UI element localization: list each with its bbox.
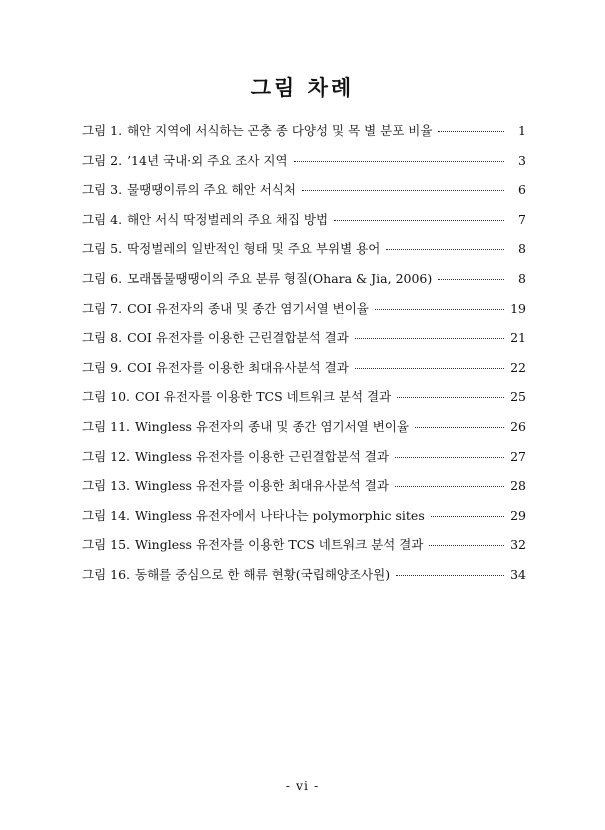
dot-leader [397, 397, 504, 398]
entry-label: 그림 1. [82, 123, 123, 138]
entry-label: 그림 15. [82, 537, 131, 553]
toc-entry[interactable] [82, 180, 526, 210]
dot-leader [396, 575, 504, 576]
entry-label: 그림 5. [82, 241, 123, 257]
entry-title: Wingless 유전자를 이용한 근린결합분석 결과 [135, 448, 389, 464]
entry-label: 그림 9. [82, 359, 123, 375]
entry-page: 27 [510, 448, 526, 464]
entry-title: 딱정벌레의 일반적인 형태 및 주요 부위별 용어 [127, 241, 381, 257]
entry-page: 3 [518, 152, 526, 168]
entry-label: 그림 12. [82, 448, 131, 464]
entry-title: 해안 지역에 서식하는 곤충 종 다양성 및 목 별 분포 비율 [127, 123, 433, 138]
entry-page: 28 [510, 478, 526, 494]
toc-entry[interactable] [82, 299, 526, 329]
entry-page: 21 [510, 330, 526, 346]
dot-leader [438, 279, 504, 280]
entry-title: Wingless 유전자를 이용한 최대유사분석 결과 [135, 478, 389, 494]
entry-label: 그림 13. [82, 478, 131, 494]
entry-label: 그림 6. [82, 270, 123, 286]
dot-leader [431, 516, 504, 517]
entry-page: 29 [510, 507, 526, 523]
toc-entry[interactable] [82, 328, 526, 358]
dot-leader [355, 338, 504, 339]
entry-title: COI 유전자의 종내 및 종간 염기서열 변이율 [127, 300, 369, 316]
entry-page: 1 [518, 123, 526, 138]
entry-page: 6 [518, 182, 526, 198]
entry-page: 34 [510, 566, 526, 582]
dot-leader [375, 309, 504, 310]
page-title: 그림 차례 [250, 75, 355, 100]
toc-entry[interactable] [82, 476, 526, 506]
toc-entry[interactable] [82, 387, 526, 417]
entry-label: 그림 8. [82, 330, 123, 346]
toc-entry[interactable] [82, 121, 526, 151]
entry-title: 물땡땡이류의 주요 해안 서식처 [127, 182, 296, 198]
entry-label: 그림 16. [82, 566, 131, 582]
toc-entry[interactable] [82, 565, 526, 595]
entry-title: 모래톱물땡땡이의 주요 분류 형질(Ohara & Jia, 2006) [127, 270, 433, 286]
toc-entry[interactable] [82, 269, 526, 299]
entry-label: 그림 11. [82, 418, 131, 434]
entry-label: 그림 3. [82, 182, 123, 198]
toc-entry[interactable] [82, 447, 526, 477]
dot-leader [415, 427, 504, 428]
entry-title: 해안 서식 딱정벌레의 주요 채집 방법 [127, 211, 329, 227]
dot-leader [302, 190, 504, 191]
entry-title: Wingless 유전자의 종내 및 종간 염기서열 변이율 [135, 418, 409, 434]
toc-entry[interactable] [82, 210, 526, 240]
entry-page: 25 [510, 389, 526, 405]
page-number: - vi - [285, 778, 320, 793]
dot-leader [429, 545, 504, 546]
toc-entry[interactable] [82, 151, 526, 181]
entry-title: ’14년 국내·외 주요 조사 지역 [127, 152, 288, 168]
entry-page: 19 [510, 300, 526, 316]
entry-label: 그림 4. [82, 211, 123, 227]
entry-page: 7 [518, 211, 526, 227]
entry-title: Wingless 유전자를 이용한 TCS 네트워크 분석 결과 [135, 537, 424, 553]
entry-label: 그림 14. [82, 507, 131, 523]
dot-leader [395, 457, 504, 458]
entry-title: Wingless 유전자에서 나타나는 polymorphic sites [135, 507, 425, 523]
entry-title: COI 유전자를 이용한 근린결합분석 결과 [127, 330, 349, 346]
dot-leader [355, 368, 504, 369]
entry-page: 26 [510, 418, 526, 434]
figure-list [82, 121, 526, 595]
toc-entry[interactable] [82, 239, 526, 269]
dot-leader [395, 486, 504, 487]
dot-leader [294, 161, 504, 162]
dot-leader [386, 249, 504, 250]
entry-title: COI 유전자를 이용한 최대유사분석 결과 [127, 359, 349, 375]
toc-entry[interactable] [82, 535, 526, 565]
dot-leader [438, 131, 504, 132]
entry-page: 8 [518, 270, 526, 286]
entry-page: 22 [510, 359, 526, 375]
entry-label: 그림 10. [82, 389, 131, 405]
dot-leader [334, 220, 504, 221]
entry-label: 그림 7. [82, 300, 123, 316]
entry-title: 동해를 중심으로 한 해류 현황(국립해양조사원) [135, 566, 391, 582]
entry-page: 32 [510, 537, 526, 553]
toc-entry[interactable] [82, 506, 526, 536]
entry-title: COI 유전자를 이용한 TCS 네트워크 분석 결과 [135, 389, 392, 405]
toc-entry[interactable] [82, 417, 526, 447]
entry-label: 그림 2. [82, 152, 123, 168]
toc-entry[interactable] [82, 358, 526, 388]
entry-page: 8 [518, 241, 526, 257]
